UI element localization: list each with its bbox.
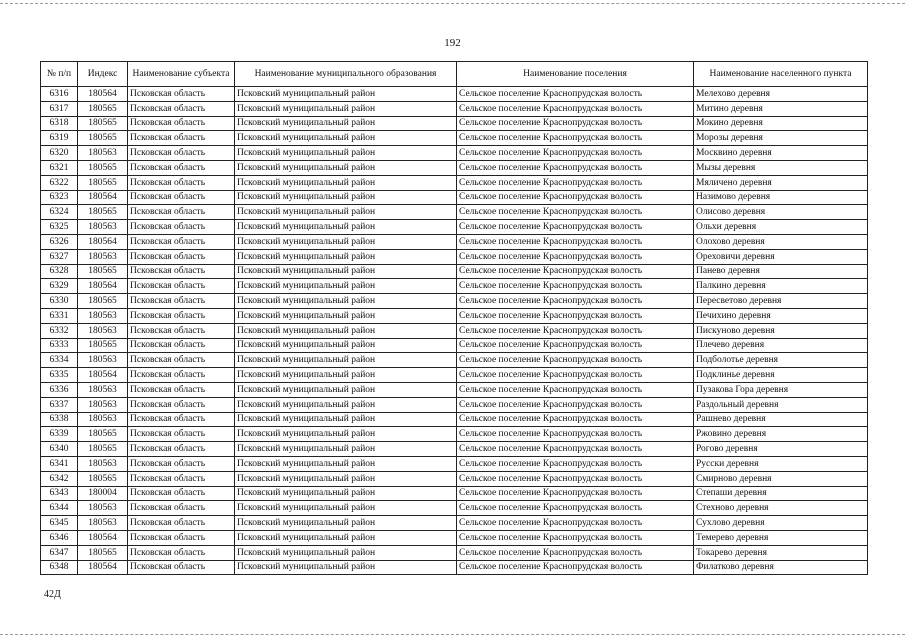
cell-municipality: Псковский муниципальный район [235,501,457,516]
cell-settlement: Сельское поселение Краснопрудская волость [457,560,694,575]
cell-index: 180563 [78,456,128,471]
cell-locality: Подболотье деревня [694,353,868,368]
table-row [41,101,868,116]
cell-subject: Псковская область [128,456,235,471]
cell-municipality: Псковский муниципальный район [235,560,457,575]
cell-index: 180565 [78,545,128,560]
cell-num: 6327 [41,249,78,264]
cell-subject: Псковская область [128,486,235,501]
cell-settlement: Сельское поселение Краснопрудская волость [457,353,694,368]
table-row [41,234,868,249]
scan-top-edge [0,3,905,4]
table-row [41,368,868,383]
cell-index: 180565 [78,471,128,486]
cell-locality: Ржовино деревня [694,427,868,442]
cell-locality: Степаши деревня [694,486,868,501]
cell-settlement: Сельское поселение Краснопрудская волость [457,249,694,264]
cell-index: 180565 [78,205,128,220]
cell-locality: Москвино деревня [694,146,868,161]
cell-subject: Псковская область [128,87,235,102]
cell-locality: Плечево деревня [694,338,868,353]
cell-index: 180565 [78,427,128,442]
cell-settlement: Сельское поселение Краснопрудская волость [457,427,694,442]
cell-settlement: Сельское поселение Краснопрудская волость [457,516,694,531]
cell-municipality: Псковский муниципальный район [235,353,457,368]
cell-subject: Псковская область [128,338,235,353]
table-row [41,560,868,575]
table-row [41,264,868,279]
cell-num: 6332 [41,323,78,338]
cell-num: 6318 [41,116,78,131]
table-row [41,486,868,501]
cell-index: 180565 [78,101,128,116]
cell-locality: Панево деревня [694,264,868,279]
cell-locality: Олисово деревня [694,205,868,220]
cell-settlement: Сельское поселение Краснопрудская волость [457,308,694,323]
cell-municipality: Псковский муниципальный район [235,205,457,220]
cell-subject: Псковская область [128,323,235,338]
table-row [41,323,868,338]
cell-index: 180004 [78,486,128,501]
cell-subject: Псковская область [128,397,235,412]
cell-settlement: Сельское поселение Краснопрудская волость [457,530,694,545]
cell-num: 6328 [41,264,78,279]
cell-settlement: Сельское поселение Краснопрудская волость [457,264,694,279]
cell-locality: Мызы деревня [694,160,868,175]
cell-index: 180565 [78,264,128,279]
cell-index: 180565 [78,338,128,353]
cell-num: 6340 [41,442,78,457]
cell-subject: Псковская область [128,101,235,116]
cell-index: 180565 [78,131,128,146]
cell-index: 180563 [78,516,128,531]
cell-locality: Стехново деревня [694,501,868,516]
cell-settlement: Сельское поселение Краснопрудская волость [457,382,694,397]
cell-municipality: Псковский муниципальный район [235,397,457,412]
table-row [41,131,868,146]
cell-index: 180563 [78,501,128,516]
cell-num: 6341 [41,456,78,471]
cell-index: 180565 [78,442,128,457]
cell-index: 180563 [78,412,128,427]
cell-num: 6320 [41,146,78,161]
cell-locality: Ольхи деревня [694,220,868,235]
cell-subject: Псковская область [128,116,235,131]
scan-bottom-edge [0,634,905,635]
table-row [41,294,868,309]
cell-settlement: Сельское поселение Краснопрудская волость [457,131,694,146]
table-row [41,382,868,397]
cell-municipality: Псковский муниципальный район [235,308,457,323]
footer-code: 42Д [44,589,61,600]
cell-subject: Псковская область [128,308,235,323]
table-row [41,442,868,457]
cell-municipality: Псковский муниципальный район [235,87,457,102]
cell-settlement: Сельское поселение Краснопрудская волость [457,323,694,338]
cell-municipality: Псковский муниципальный район [235,530,457,545]
cell-index: 180564 [78,368,128,383]
cell-locality: Пузакова Гора деревня [694,382,868,397]
table-row [41,220,868,235]
cell-locality: Рогово деревня [694,442,868,457]
cell-subject: Псковская область [128,146,235,161]
cell-settlement: Сельское поселение Краснопрудская волость [457,220,694,235]
table-row [41,397,868,412]
table-row [41,146,868,161]
cell-num: 6335 [41,368,78,383]
cell-num: 6334 [41,353,78,368]
cell-locality: Олохово деревня [694,234,868,249]
cell-index: 180563 [78,249,128,264]
cell-index: 180563 [78,220,128,235]
cell-index: 180563 [78,308,128,323]
cell-subject: Псковская область [128,205,235,220]
cell-settlement: Сельское поселение Краснопрудская волость [457,442,694,457]
cell-subject: Псковская область [128,264,235,279]
cell-municipality: Псковский муниципальный район [235,264,457,279]
header-num: № п/п [41,62,78,87]
table-row [41,471,868,486]
table-row [41,516,868,531]
cell-municipality: Псковский муниципальный район [235,116,457,131]
table-header-row [41,62,868,87]
cell-index: 180565 [78,160,128,175]
cell-num: 6331 [41,308,78,323]
cell-index: 180564 [78,560,128,575]
table-row [41,175,868,190]
cell-locality: Пискуново деревня [694,323,868,338]
cell-num: 6339 [41,427,78,442]
cell-municipality: Псковский муниципальный район [235,545,457,560]
cell-settlement: Сельское поселение Краснопрудская волость [457,545,694,560]
cell-municipality: Псковский муниципальный район [235,220,457,235]
table-row [41,87,868,102]
cell-num: 6330 [41,294,78,309]
cell-num: 6317 [41,101,78,116]
cell-municipality: Псковский муниципальный район [235,516,457,531]
cell-settlement: Сельское поселение Краснопрудская волость [457,368,694,383]
cell-municipality: Псковский муниципальный район [235,368,457,383]
cell-subject: Псковская область [128,501,235,516]
table-row [41,456,868,471]
cell-subject: Псковская область [128,249,235,264]
cell-municipality: Псковский муниципальный район [235,234,457,249]
cell-settlement: Сельское поселение Краснопрудская волость [457,397,694,412]
cell-locality: Русски деревня [694,456,868,471]
cell-subject: Псковская область [128,560,235,575]
cell-num: 6321 [41,160,78,175]
cell-municipality: Псковский муниципальный район [235,175,457,190]
cell-settlement: Сельское поселение Краснопрудская волость [457,101,694,116]
cell-subject: Псковская область [128,190,235,205]
table-row [41,338,868,353]
cell-num: 6333 [41,338,78,353]
cell-municipality: Псковский муниципальный район [235,412,457,427]
cell-municipality: Псковский муниципальный район [235,442,457,457]
cell-num: 6329 [41,279,78,294]
cell-settlement: Сельское поселение Краснопрудская волость [457,190,694,205]
cell-index: 180563 [78,146,128,161]
cell-subject: Псковская область [128,368,235,383]
cell-settlement: Сельское поселение Краснопрудская волость [457,87,694,102]
cell-municipality: Псковский муниципальный район [235,190,457,205]
table-body [41,87,868,575]
cell-settlement: Сельское поселение Краснопрудская волость [457,146,694,161]
table-row [41,412,868,427]
cell-settlement: Сельское поселение Краснопрудская волость [457,412,694,427]
cell-subject: Псковская область [128,382,235,397]
table-row [41,545,868,560]
cell-municipality: Псковский муниципальный район [235,456,457,471]
cell-municipality: Псковский муниципальный район [235,160,457,175]
cell-settlement: Сельское поселение Краснопрудская волость [457,205,694,220]
table-row [41,501,868,516]
cell-locality: Сухлово деревня [694,516,868,531]
cell-municipality: Псковский муниципальный район [235,294,457,309]
cell-locality: Мяличено деревня [694,175,868,190]
localities-table [40,61,868,575]
table-row [41,190,868,205]
cell-subject: Псковская область [128,234,235,249]
cell-locality: Митино деревня [694,101,868,116]
cell-index: 180563 [78,382,128,397]
cell-municipality: Псковский муниципальный район [235,249,457,264]
cell-num: 6326 [41,234,78,249]
cell-locality: Рашнево деревня [694,412,868,427]
cell-locality: Токарево деревня [694,545,868,560]
cell-settlement: Сельское поселение Краснопрудская волость [457,471,694,486]
cell-subject: Псковская область [128,353,235,368]
cell-municipality: Псковский муниципальный район [235,338,457,353]
cell-num: 6325 [41,220,78,235]
cell-index: 180563 [78,397,128,412]
cell-municipality: Псковский муниципальный район [235,131,457,146]
cell-index: 180565 [78,175,128,190]
cell-index: 180564 [78,87,128,102]
cell-num: 6343 [41,486,78,501]
cell-locality: Печихино деревня [694,308,868,323]
cell-num: 6316 [41,87,78,102]
cell-num: 6345 [41,516,78,531]
cell-subject: Псковская область [128,220,235,235]
cell-settlement: Сельское поселение Краснопрудская волость [457,116,694,131]
cell-settlement: Сельское поселение Краснопрудская волость [457,175,694,190]
cell-num: 6319 [41,131,78,146]
cell-num: 6344 [41,501,78,516]
cell-municipality: Псковский муниципальный район [235,323,457,338]
cell-num: 6348 [41,560,78,575]
cell-subject: Псковская область [128,175,235,190]
table-row [41,160,868,175]
cell-municipality: Псковский муниципальный район [235,427,457,442]
cell-settlement: Сельское поселение Краснопрудская волость [457,338,694,353]
cell-settlement: Сельское поселение Краснопрудская волость [457,456,694,471]
cell-num: 6346 [41,530,78,545]
table-row [41,205,868,220]
table-row [41,249,868,264]
cell-index: 180564 [78,530,128,545]
header-locality: Наименование населенного пункта [694,62,868,87]
cell-locality: Назимово деревня [694,190,868,205]
cell-subject: Псковская область [128,412,235,427]
cell-num: 6342 [41,471,78,486]
cell-locality: Темерево деревня [694,530,868,545]
cell-locality: Пересветово деревня [694,294,868,309]
table-row [41,116,868,131]
cell-num: 6324 [41,205,78,220]
table-row [41,530,868,545]
cell-locality: Палкино деревня [694,279,868,294]
header-municipality: Наименование муниципального образования [235,62,457,87]
cell-index: 180564 [78,234,128,249]
cell-municipality: Псковский муниципальный район [235,101,457,116]
cell-index: 180565 [78,116,128,131]
cell-num: 6323 [41,190,78,205]
cell-locality: Ореховичи деревня [694,249,868,264]
cell-municipality: Псковский муниципальный район [235,486,457,501]
cell-subject: Псковская область [128,471,235,486]
header-subject: Наименование субъекта [128,62,235,87]
cell-locality: Мелехово деревня [694,87,868,102]
cell-num: 6322 [41,175,78,190]
cell-locality: Филатково деревня [694,560,868,575]
cell-locality: Раздольный деревня [694,397,868,412]
cell-locality: Смирново деревня [694,471,868,486]
page-number: 192 [444,37,461,49]
cell-num: 6336 [41,382,78,397]
cell-subject: Псковская область [128,427,235,442]
cell-index: 180564 [78,190,128,205]
cell-index: 180564 [78,279,128,294]
cell-index: 180563 [78,323,128,338]
cell-settlement: Сельское поселение Краснопрудская волость [457,486,694,501]
cell-municipality: Псковский муниципальный район [235,471,457,486]
cell-subject: Псковская область [128,160,235,175]
cell-settlement: Сельское поселение Краснопрудская волость [457,501,694,516]
cell-municipality: Псковский муниципальный район [235,382,457,397]
cell-subject: Псковская область [128,545,235,560]
cell-settlement: Сельское поселение Краснопрудская волость [457,160,694,175]
cell-locality: Мокино деревня [694,116,868,131]
cell-locality: Подклинье деревня [694,368,868,383]
cell-municipality: Псковский муниципальный район [235,146,457,161]
cell-settlement: Сельское поселение Краснопрудская волость [457,234,694,249]
cell-municipality: Псковский муниципальный район [235,279,457,294]
cell-subject: Псковская область [128,442,235,457]
table-row [41,427,868,442]
table-row [41,308,868,323]
header-settlement: Наименование поселения [457,62,694,87]
cell-subject: Псковская область [128,530,235,545]
cell-settlement: Сельское поселение Краснопрудская волость [457,279,694,294]
cell-index: 180565 [78,294,128,309]
cell-num: 6347 [41,545,78,560]
cell-settlement: Сельское поселение Краснопрудская волость [457,294,694,309]
table-row [41,353,868,368]
cell-num: 6338 [41,412,78,427]
cell-subject: Псковская область [128,294,235,309]
cell-subject: Псковская область [128,279,235,294]
cell-num: 6337 [41,397,78,412]
cell-index: 180563 [78,353,128,368]
header-index: Индекс [78,62,128,87]
cell-subject: Псковская область [128,131,235,146]
table-row [41,279,868,294]
cell-locality: Морозы деревня [694,131,868,146]
cell-subject: Псковская область [128,516,235,531]
